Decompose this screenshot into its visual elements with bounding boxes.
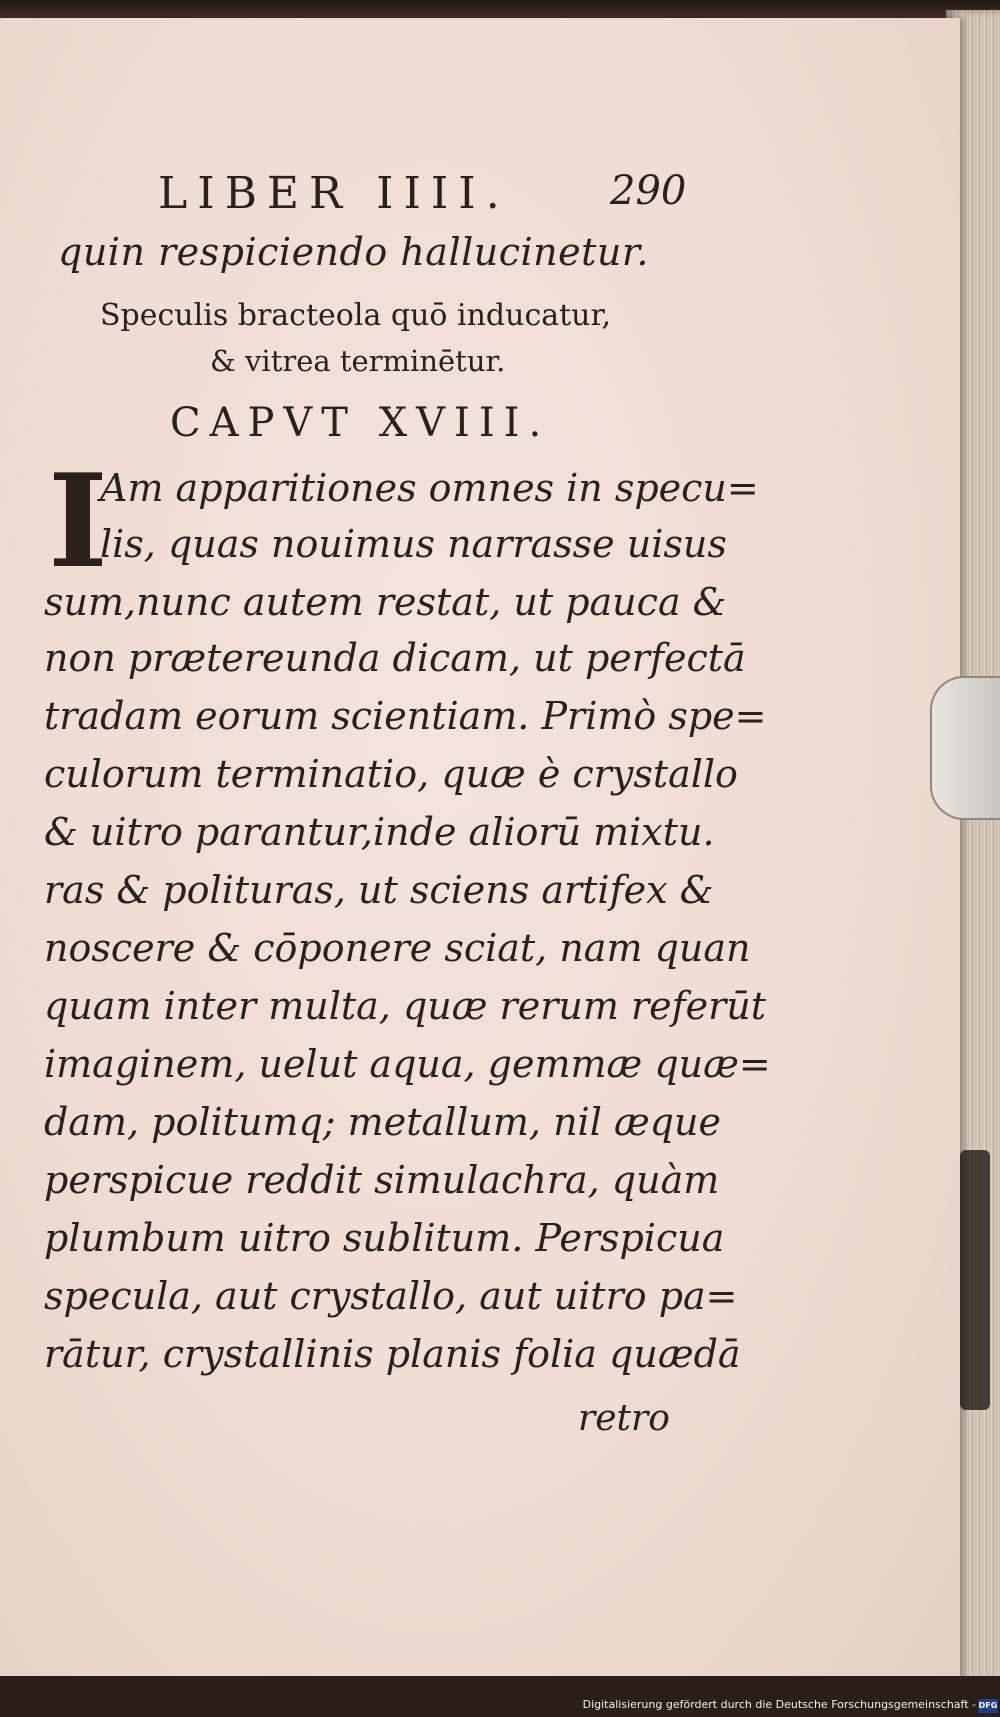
page-number: 290 <box>610 168 687 214</box>
text-line: tradam eorum scientiam. Primò spe= <box>44 694 767 738</box>
first-line: quin respiciendo hallucinetur. <box>58 230 649 274</box>
text-line: lis, quas nouimus narrasse uisus <box>100 522 727 566</box>
text-line: culorum terminatio, quæ è crystallo <box>44 752 738 796</box>
running-head: LIBER IIII. <box>158 168 510 219</box>
chapter-heading: CAPVT XVIII. <box>170 400 551 446</box>
section-heading-line2: & vitrea terminētur. <box>210 344 506 378</box>
edge-damage <box>960 1150 990 1410</box>
dfg-logo: DFG <box>978 1699 998 1713</box>
text-line: quam inter multa, quæ rerum referūt <box>44 984 767 1028</box>
text-line: specula, aut crystallo, aut uitro pa= <box>44 1274 738 1318</box>
page-clip <box>930 676 1000 820</box>
text-line: imaginem, uelut aqua, gemmæ quæ= <box>44 1042 771 1086</box>
digitization-credit: Digitalisierung gefördert durch die Deutsche Forschungsgemeinschaft - <box>582 1698 976 1711</box>
text-line: plumbum uitro sublitum. Perspicua <box>44 1216 725 1260</box>
footer-strip <box>0 1676 1000 1717</box>
page-header <box>150 168 710 228</box>
text-line: non prætereunda dicam, ut perfectā <box>44 636 746 680</box>
text-line: rātur, crystallinis planis folia quædā <box>44 1332 741 1376</box>
drop-initial: I <box>48 447 108 597</box>
section-heading-line1: Speculis bracteola quō inducatur, <box>100 298 612 333</box>
text-line: dam, politumq; metallum, nil æque <box>44 1100 721 1144</box>
text-line: & uitro parantur,inde aliorū mixtu. <box>44 810 715 854</box>
text-line: perspicue reddit simulachra, quàm <box>44 1158 720 1202</box>
text-line: ras & polituras, ut sciens artifex & <box>44 868 714 912</box>
text-line: Am apparitiones omnes in specu= <box>100 466 759 510</box>
text-line: noscere & cōponere sciat, nam quan <box>44 926 751 970</box>
text-line: sum,nunc autem restat, ut pauca & <box>44 580 727 624</box>
catchword: retro <box>578 1398 670 1439</box>
